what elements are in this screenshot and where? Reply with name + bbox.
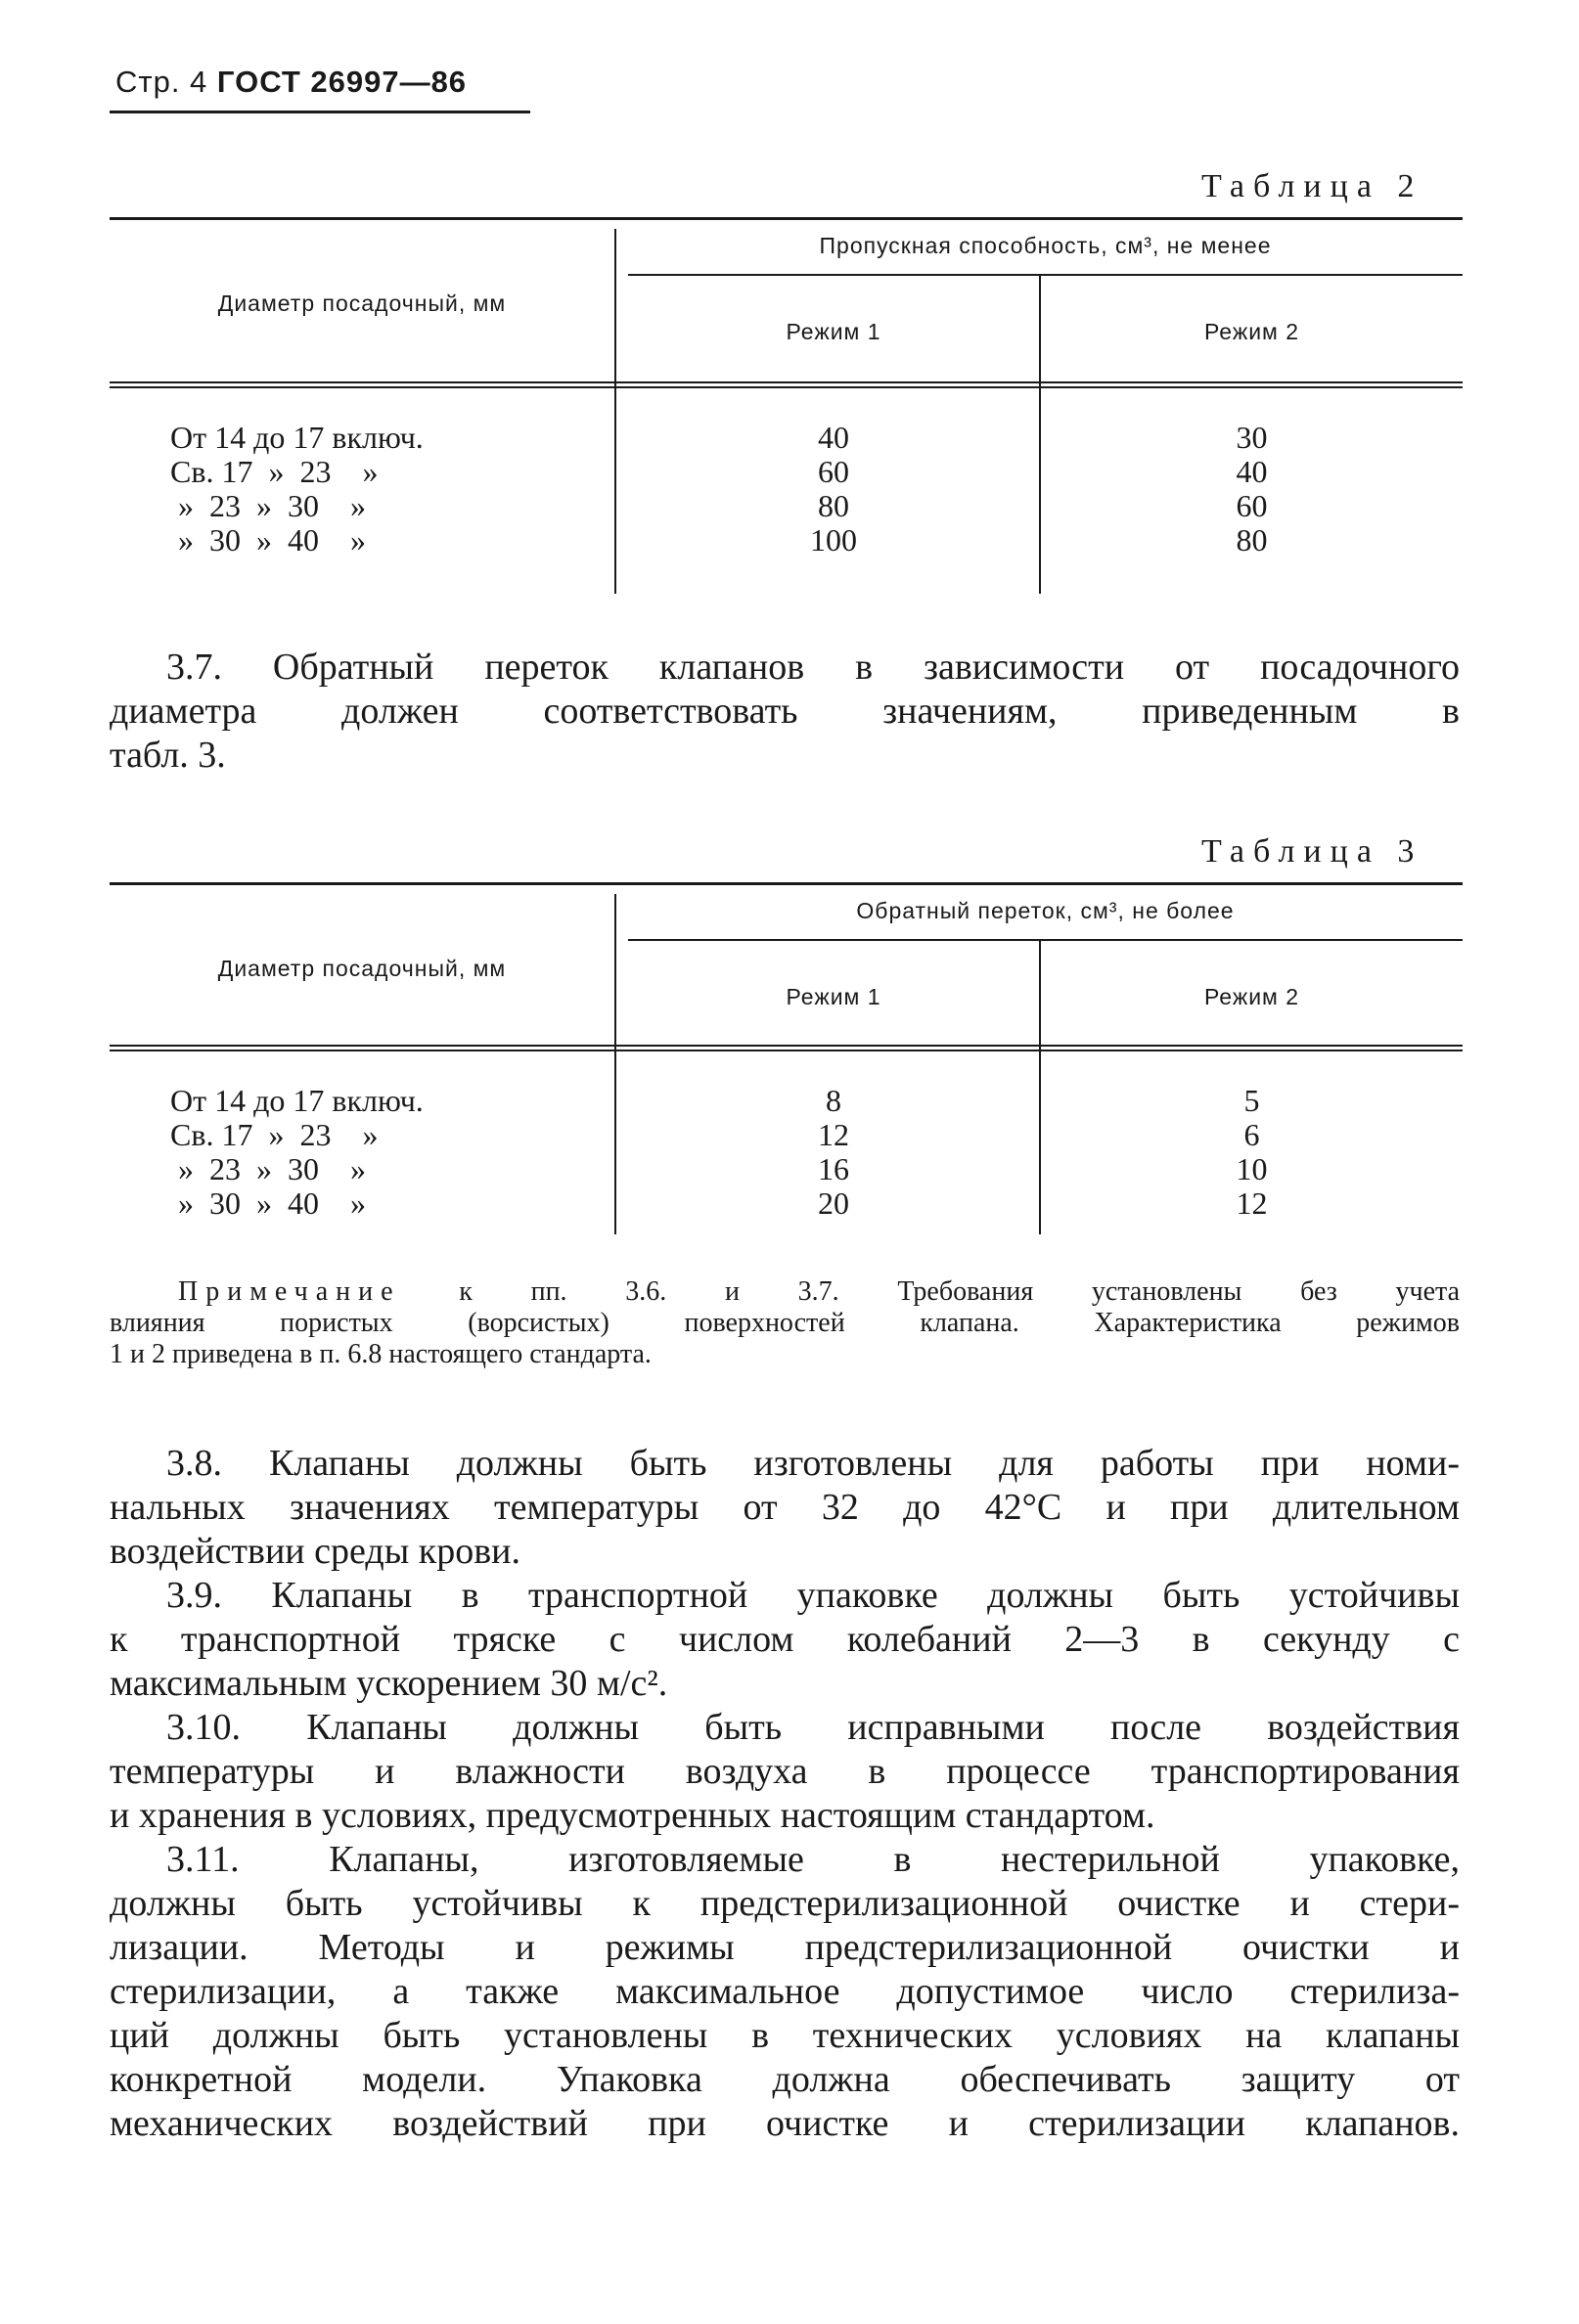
text-line: механических воздействий при очистке и стерилизации клапанов. bbox=[110, 2103, 1460, 2144]
paragraph-3-8 bbox=[110, 1442, 1460, 1574]
table-cell: 80 bbox=[1236, 522, 1268, 558]
paragraph-3-7 bbox=[110, 646, 1460, 778]
table-2 bbox=[110, 217, 1463, 594]
gost-label: ГОСТ 26997—86 bbox=[216, 65, 468, 99]
table-cell: 40 bbox=[818, 420, 849, 455]
table2-mode2-column bbox=[1041, 421, 1463, 558]
table-cell: 40 bbox=[1236, 454, 1268, 489]
table-cell: 16 bbox=[818, 1151, 849, 1186]
table3-group-rule bbox=[628, 939, 1463, 941]
table-cell: 60 bbox=[818, 454, 849, 489]
table-3 bbox=[110, 882, 1463, 1234]
text-line: 3.7. Обратный переток клапанов в зависимости от посадочного bbox=[166, 647, 1460, 688]
table2-top-rule bbox=[110, 217, 1463, 220]
table2-group-rule bbox=[628, 274, 1463, 276]
text-line: 3.10. Клапаны должны быть исправными после воздействия bbox=[166, 1707, 1460, 1748]
table2-header-rule bbox=[110, 381, 1463, 388]
text-line: 3.8. Клапаны должны быть изготовлены для работы при номи- bbox=[166, 1443, 1460, 1484]
text-line: конкретной модели. Упаковка должна обеспечивать защиту от bbox=[110, 2059, 1460, 2100]
table3-mode1-header: Режим 1 bbox=[786, 984, 881, 1009]
text-line: температуры и влажности воздуха в процессе транспортирования bbox=[110, 1751, 1460, 1792]
table-cell: От 14 до 17 включ. bbox=[170, 1083, 424, 1118]
note-line-1: к пп. 3.6. и 3.7. Требования установлены без учета bbox=[459, 1276, 1461, 1307]
text-line: максимальным ускорением 30 м/с². bbox=[110, 1663, 668, 1704]
table-cell: 30 bbox=[1236, 420, 1268, 455]
table3-top-rule bbox=[110, 882, 1463, 885]
table3-mode2-header: Режим 2 bbox=[1203, 984, 1300, 1009]
table3-group-header: Обратный переток, см³, не более bbox=[856, 898, 1235, 923]
table-cell: 5 bbox=[1243, 1083, 1260, 1118]
table-cell: 20 bbox=[818, 1185, 849, 1221]
page-header bbox=[115, 65, 467, 100]
table-cell: 12 bbox=[818, 1117, 849, 1152]
table-note bbox=[110, 1276, 1460, 1370]
table2-divider bbox=[614, 229, 616, 594]
table-cell: 6 bbox=[1243, 1117, 1260, 1152]
table2-diameter-column bbox=[170, 421, 424, 558]
text-line: 3.11. Клапаны, изготовляемые в нестерильной упаковке, bbox=[166, 1839, 1460, 1880]
text-line: 1 и 2 приведена в п. 6.8 настоящего стандарта. bbox=[110, 1339, 652, 1369]
table-cell: 12 bbox=[1236, 1185, 1268, 1221]
table-cell: 10 bbox=[1236, 1151, 1268, 1186]
table2-col1-header: Диаметр посадочный, мм bbox=[217, 290, 507, 316]
table3-divider bbox=[614, 894, 616, 1234]
note-label: Примечание bbox=[178, 1276, 401, 1307]
table-cell: 8 bbox=[826, 1083, 841, 1118]
table2-mode1-column bbox=[628, 421, 1039, 558]
table-cell: » 23 » 30 » bbox=[170, 1151, 366, 1186]
text-line: должны быть устойчивы к предстерилизационной очистке и стери- bbox=[110, 1883, 1460, 1924]
table2-mode2-header: Режим 2 bbox=[1203, 319, 1300, 344]
paragraph-3-9 bbox=[110, 1574, 1460, 1706]
table3-mode1-column bbox=[628, 1084, 1039, 1221]
table-cell: » 30 » 40 » bbox=[170, 522, 366, 558]
text-line bbox=[110, 1276, 1460, 1308]
table-cell: 80 bbox=[818, 488, 849, 523]
table-cell: » 30 » 40 » bbox=[170, 1185, 366, 1221]
page-label: Стр. 4 bbox=[115, 65, 208, 99]
text-line: воздействии среды крови. bbox=[110, 1531, 520, 1572]
text-line: диаметра должен соответствовать значениям, приведенным в bbox=[110, 691, 1460, 732]
table-cell: 60 bbox=[1236, 488, 1268, 523]
text-line: нальных значениях температуры от 32 до 42°С и при длительном bbox=[110, 1487, 1460, 1528]
text-line: влияния пористых (ворсистых) поверхностей клапана. Характеристика режимов bbox=[110, 1308, 1460, 1338]
text-line: и хранения в условиях, предусмотренных настоящим стандартом. bbox=[110, 1795, 1155, 1836]
table-cell: От 14 до 17 включ. bbox=[170, 420, 424, 455]
table3-col1-header: Диаметр посадочный, мм bbox=[217, 956, 507, 981]
table-cell: Св. 17 » 23 » bbox=[170, 454, 379, 489]
paragraph-3-10 bbox=[110, 1706, 1460, 1838]
text-line: табл. 3. bbox=[110, 735, 226, 776]
table3-header-rule bbox=[110, 1045, 1463, 1051]
table2-caption: Таблица 2 bbox=[1201, 168, 1423, 204]
text-line: к транспортной тряске с числом колебаний 2—3 в секунду с bbox=[110, 1619, 1460, 1660]
table3-diameter-column bbox=[170, 1084, 424, 1221]
table-cell: » 23 » 30 » bbox=[170, 488, 366, 523]
table2-mode1-header: Режим 1 bbox=[786, 319, 881, 344]
text-line: стерилизации, а также максимальное допустимое число стерилиза- bbox=[110, 1971, 1460, 2012]
table-cell: 100 bbox=[810, 522, 857, 558]
table3-caption: Таблица 3 bbox=[1201, 833, 1423, 870]
header-rule bbox=[110, 111, 530, 113]
text-line: 3.9. Клапаны в транспортной упаковке должны быть устойчивы bbox=[166, 1575, 1460, 1616]
text-line: лизации. Методы и режимы предстерилизационной очистки и bbox=[110, 1927, 1460, 1968]
table3-mode2-column bbox=[1041, 1084, 1463, 1221]
paragraph-3-11 bbox=[110, 1838, 1460, 2146]
table-cell: Св. 17 » 23 » bbox=[170, 1117, 379, 1152]
text-line: ций должны быть установлены в технических условиях на клапаны bbox=[110, 2015, 1460, 2056]
table2-group-header: Пропускная способность, см³, не менее bbox=[819, 233, 1272, 258]
